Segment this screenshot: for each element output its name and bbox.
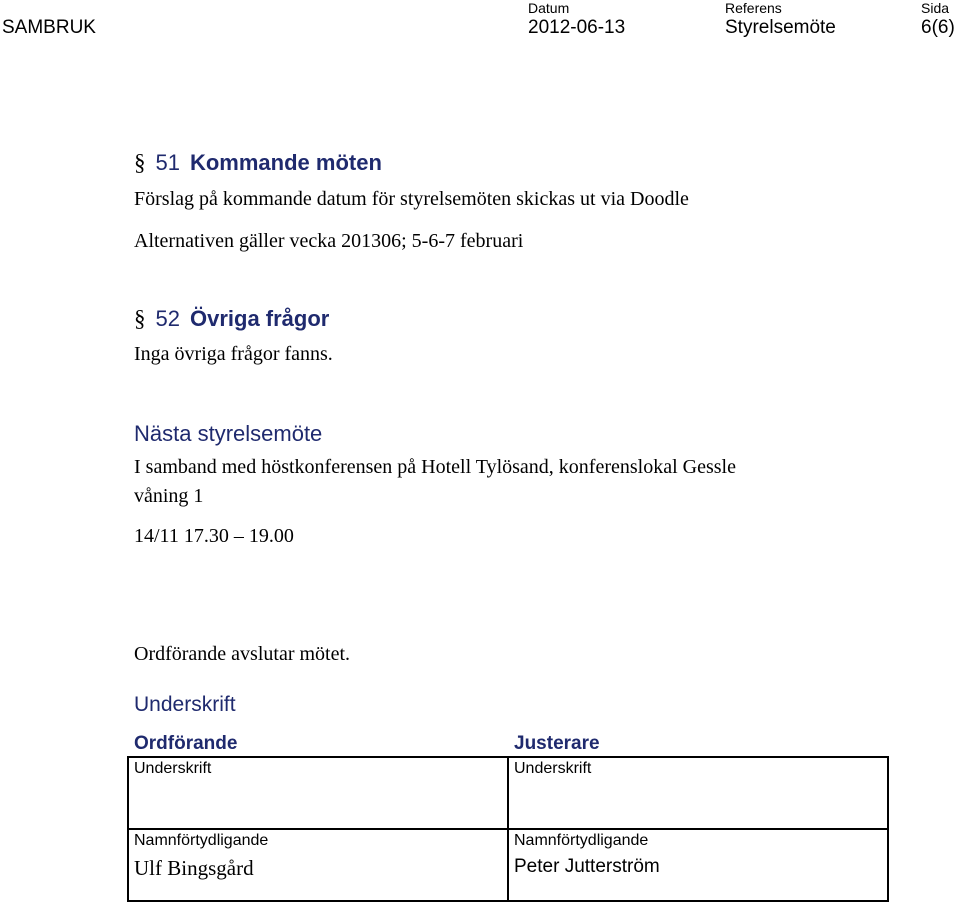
adjuster-role-label: Justerare — [514, 733, 600, 754]
section-51-line-2: Alternativen gäller vecka 201306; 5-6-7 februari — [134, 230, 524, 252]
closing-text: Ordförande avslutar mötet. — [134, 643, 351, 665]
adjuster-signature-label: Underskrift — [514, 760, 592, 777]
chairman-role-label: Ordförande — [134, 733, 238, 754]
adjuster-name: Peter Jutterström — [514, 856, 660, 877]
signature-heading: Underskrift — [134, 693, 236, 716]
date-label: Datum — [528, 0, 570, 16]
reference-value: Styrelsemöte — [725, 17, 836, 38]
chairman-signature-label: Underskrift — [134, 760, 212, 777]
date-value: 2012-06-13 — [528, 17, 626, 38]
page-label: Sida — [921, 0, 950, 16]
section-number: 51 — [155, 150, 180, 175]
adjuster-name-label: Namnförtydligande — [514, 832, 649, 849]
section-title: Övriga frågor — [189, 306, 330, 331]
section-number: 52 — [155, 306, 180, 331]
org-name: SAMBRUK — [2, 17, 96, 38]
section-title: Kommande möten — [189, 150, 382, 175]
section-51-heading — [134, 150, 382, 176]
section-51-line-1: Förslag på kommande datum för styrelsemöten skickas ut via Doodle — [134, 188, 689, 210]
next-meeting-location-line-2: våning 1 — [134, 485, 204, 507]
chairman-name: Ulf Bingsgård — [134, 856, 254, 880]
section-52-line-1: Inga övriga frågor fanns. — [134, 343, 333, 365]
section-52-heading — [134, 306, 329, 332]
signature-table-row-divider — [127, 828, 889, 830]
chairman-name-label: Namnförtydligande — [134, 832, 269, 849]
paragraph-symbol-icon: § — [134, 150, 146, 175]
next-meeting-heading: Nästa styrelsemöte — [134, 421, 323, 446]
paragraph-symbol-icon: § — [134, 306, 146, 331]
reference-label: Referens — [725, 0, 782, 16]
page-number: 6(6) — [921, 17, 955, 38]
next-meeting-location-line-1: I samband med höstkonferensen på Hotell Tylösand, konferenslokal Gessle — [134, 456, 736, 478]
next-meeting-time: 14/11 17.30 – 19.00 — [134, 525, 294, 547]
